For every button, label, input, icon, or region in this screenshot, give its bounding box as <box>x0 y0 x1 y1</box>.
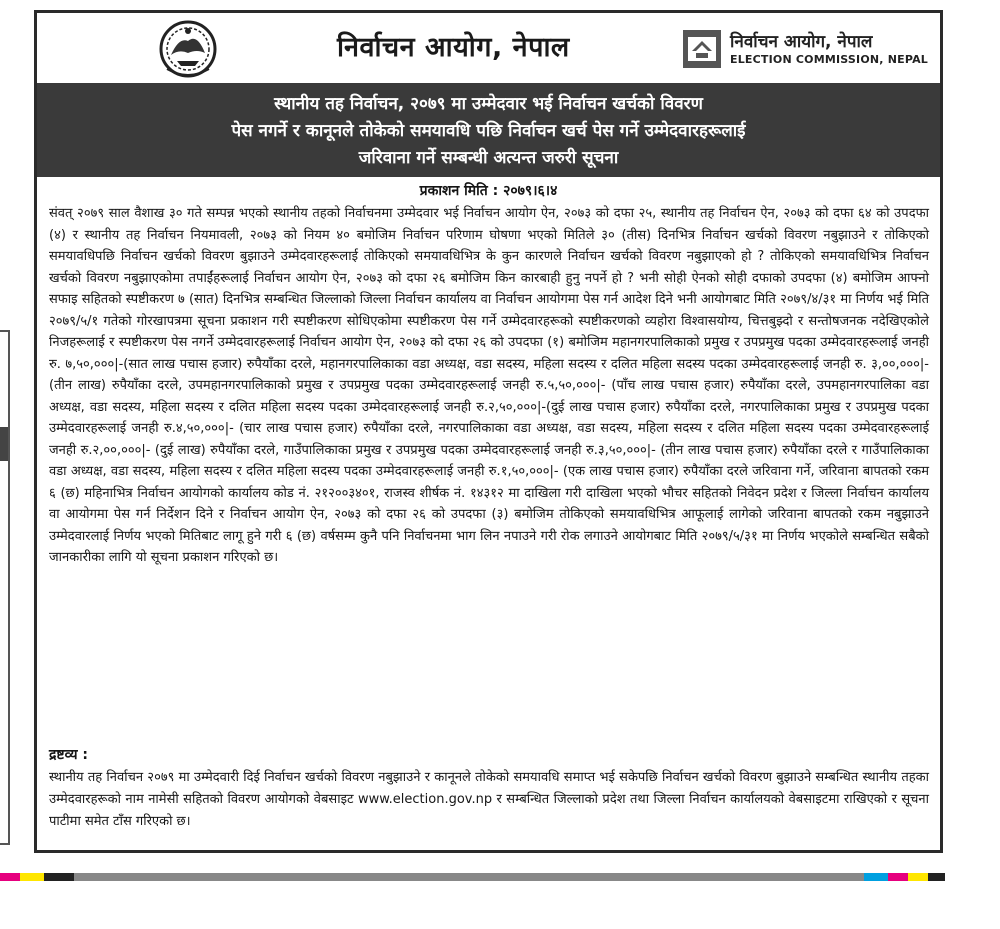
banner-line: स्थानीय तह निर्वाचन, २०७९ मा उम्मेदवार भई निर्वाचन खर्चको विवरण <box>274 94 703 114</box>
registration-swatch <box>44 873 74 881</box>
logo-text-english: ELECTION COMMISSION, NEPAL <box>730 53 929 66</box>
note-text: स्थानीय तह निर्वाचन २०७९ मा उम्मेदवारी दिई निर्वाचन खर्चको विवरण नबुझाउने र कानूनले तोकेको समयावधि समाप्त भई सकेपछि निर्वाचन खर्चको विवरण बुझाउने सम्बन्धित स्थानीय तहका उम्मेदवारहरूको नाम नामेसी सहितको विवरण आयोगको वेबसाइट www.election.gov.np र सम्बन्धित जिल्लाको प्रदेश तथा जिल्ला निर्वाचन कार्यालयको वेबसाइटमा राखिएको र सूचना पाटीमा समेत टाँस गरिएको छ। <box>49 770 929 829</box>
registration-swatch <box>888 873 908 881</box>
note-heading: द्रष्टव्य : <box>49 747 88 763</box>
election-commission-logo <box>682 29 942 73</box>
banner-line: जरिवाना गर्ने सम्बन्धी अत्यन्त जरुरी सूचना <box>358 148 619 168</box>
notice-title-banner <box>37 83 940 177</box>
registration-swatch <box>0 873 20 881</box>
print-registration-bar <box>0 873 945 881</box>
notice-body: संवत् २०७९ साल वैशाख ३० गते सम्पन्न भएको स्थानीय तहको निर्वाचनमा उम्मेदवार भई निर्वाचन आयोग ऐन, २०७३ को दफा २५, स्थानीय तह निर्वाचन ऐन, २०७३ को दफा ६४ को उपदफा (४) र स्थानीय तह निर्वाचन नियमावली, २०७३ को नियम ४० बमोजिम निर्वाचन परिणाम घोषणा भएको मितिले ३० (तीस) दिनभित्र निर्वाचन खर्चको विवरण नबुझाउने र तोकिएको समयावधिपछि निर्वाचन खर्चको विवरण बुझाउने उम्मेदवारहरूलाई तोकिएको समयावधिभित्र के कुन कारणले निर्वाचन खर्चको विवरण नबुझाएको हो ? तोकिएको समयावधिभित्र निर्वाचन खर्चको विवरण नबुझाएकोमा तपाईंहरूलाई निर्वाचन आयोग ऐन, २०७३ को दफा २६ बमोजिम किन कारबाही हुनु नपर्ने हो ? भनी सोही ऐनको सोही दफाको उपदफा (४) बमोजिम आफ्नो सफाइ सहितको स्पष्टीकरण ७ (सात) दिनभित्र सम्बन्धित जिल्लाको जिल्ला निर्वाचन कार्यालय वा निर्वाचन आयोगमा पेस गर्न आदेश दिने भनी आयोगबाट मिति २०७९/४/३१ मा निर्णय भई मिति २०७९/५/१ गतेको गोरखापत्रमा सूचना प्रकाशन गरी स्पष्टीकरण सोधिएकोमा स्पष्टीकरण पेस गर्ने उम्मेदवारहरूको स्पष्टीकरणको व्यहोरा विश्वासयोग्य, चित्तबुझ्दो र सन्तोषजनक नदेखिएकोले निजहरूलाई र स्पष्टीकरण पेस नगर्ने उम्मेदवारहरूलाई निर्वाचन आयोग ऐन, २०७३ को दफा २६ को उपदफा (१) बमोजिम महानगरपालिकाको प्रमुख र उपप्रमुख पदका उम्मेदवारहरूलाई जनही रु. ७,५०,०००|-(सात लाख पचास हजार) रुपैयाँका दरले, महानगरपालिकाका वडा अध्यक्ष, वडा सदस्य, महिला सदस्य र दलित महिला सदस्य पदका उम्मेदवारहरूलाई जनही रु. ३,००,०००|- (तीन लाख) रुपैयाँका दरले, उपमहानगरपालिकाको प्रमुख र उपप्रमुख पदका उम्मेदवारहरूलाई जनही रु.५,५०,०००|- (पाँच लाख पचास हजार) रुपैयाँका दरले, उपमहानगरपालिका वडा अध्यक्ष, वडा सदस्य, महिला सदस्य र दलित महिला सदस्य पदका उम्मेदवारहरूलाई जनही रु.२,५०,०००|-(दुई लाख पचास हजार) रुपैयाँका दरले, नगरपालिकाका प्रमुख र उपप्रमुख पदका उम्मेदवारहरूलाई जनही रु.४,५०,०००|- (चार लाख पचास हजार) रुपैयाँका दरले, नगरपालिकाका वडा अध्यक्ष, वडा सदस्य, महिला सदस्य र दलित महिला सदस्य पदका उम्मेदवारहरूलाई जनही रु.२,००,०००|- (दुई लाख) रुपैयाँका दरले, गाउँपालिकाका प्रमुख र उपप्रमुख पदका उम्मेदवारहरूलाई जनही रु.३,५०,०००|- (तीन लाख पचास हजार) रुपैयाँका दरले र गाउँपालिकाका वडा अध्यक्ष, वडा सदस्य, महिला सदस्य र दलित महिला सदस्य पदका उम्मेदवारहरूलाई जनही रु.१,५०,०००|- (एक लाख पचास हजार) रुपैयाँका दरले जरिवाना गर्ने, जरिवाना बापतको रकम ६ (छ) महिनाभित्र निर्वाचन आयोगको कार्यालय कोड नं. २१२००३४०१, राजस्व शीर्षक नं. १४३१२ मा दाखिला गरी दाखिला भएको भौचर सहितको निवेदन प्रदेश र जिल्ला निर्वाचन कार्यालय वा आयोगमा पेस गर्न निर्देशन दिने र निर्वाचन आयोग ऐन, २०७३ को दफा २६ को उपदफा (३) बमोजिम तोकिएको समयावधिभित्र आफूलाई लागेको जरिवाना बापतको रकम नबुझाउने उम्मेदवारलाई निर्णय भएको मितिबाट लागू हुने गरी ६ (छ) वर्षसम्म कुनै पनि निर्वाचनमा भाग लिन नपाउने गरी रोक लगाउने आयोगबाट मिति २०७९/५/३१ मा निर्णय भएकोले सम्बन्धित सबैको जानकारीका लागि यो सूचना प्रकाशन गरिएको छ। <box>49 206 929 565</box>
adjacent-column-marker <box>0 427 8 461</box>
election-commission-logo-icon <box>682 29 722 69</box>
registration-swatch <box>928 873 945 881</box>
publication-date: प्रकाशन मिति : २०७९।६।४ <box>419 183 558 199</box>
registration-swatch <box>20 873 44 881</box>
main-title: निर्वाचन आयोग, नेपाल <box>337 32 570 63</box>
logo-text-nepali: निर्वाचन आयोग, नेपाल <box>730 32 873 52</box>
registration-swatch <box>864 873 888 881</box>
nepal-emblem-icon <box>157 19 219 79</box>
registration-swatch <box>74 873 864 881</box>
banner-line: पेस नगर्ने र कानूनले तोकेको समयावधि पछि निर्वाचन खर्च पेस गर्ने उम्मेदवारहरूलाई <box>231 121 746 141</box>
notice-header <box>37 13 940 83</box>
notice-box <box>34 10 943 853</box>
adjacent-column-border <box>0 330 10 845</box>
registration-swatch <box>908 873 928 881</box>
